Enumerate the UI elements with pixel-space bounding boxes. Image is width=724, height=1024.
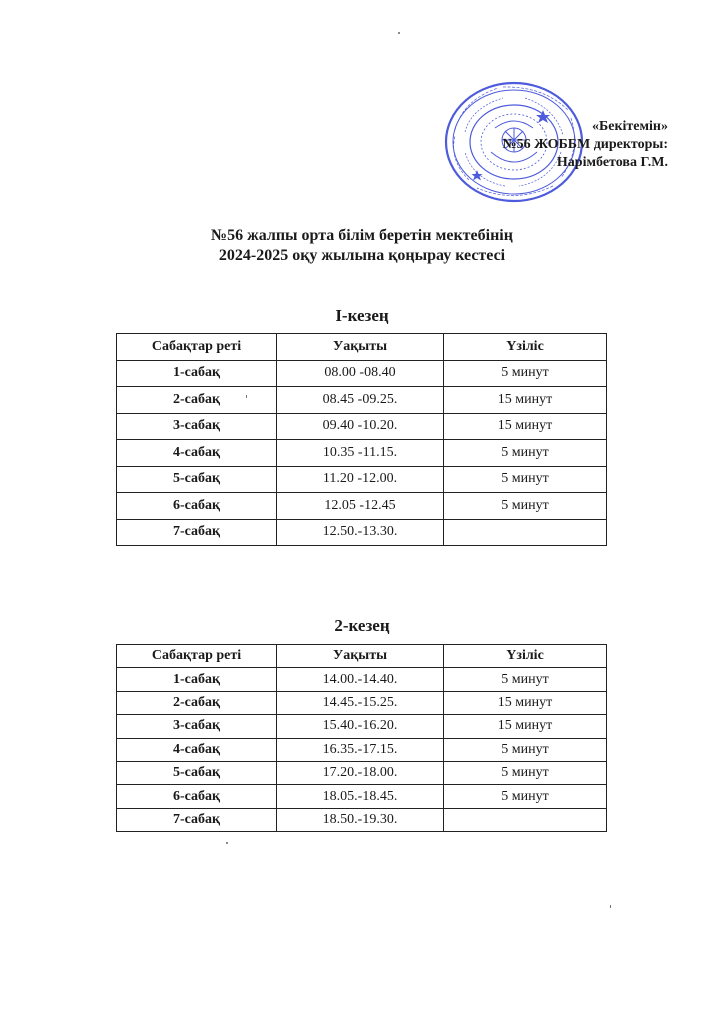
lesson-time: 16.35.-17.15. — [277, 738, 444, 761]
lesson-number: 4-сабақ — [117, 440, 277, 467]
column-header-time: Уақыты — [277, 645, 444, 668]
lesson-number: 7-сабақ — [117, 519, 277, 546]
table-row — [117, 761, 607, 784]
table-row — [117, 466, 607, 493]
lesson-time: 17.20.-18.00. — [277, 761, 444, 784]
break-duration: 5 минут — [444, 360, 607, 387]
lesson-time: 12.05 -12.45 — [277, 493, 444, 520]
lesson-time: 14.00.-14.40. — [277, 668, 444, 691]
lesson-number: 3-сабақ — [117, 715, 277, 738]
lesson-time: 15.40.-16.20. — [277, 715, 444, 738]
table-row — [117, 785, 607, 808]
lesson-number: 3-сабақ — [117, 413, 277, 440]
break-duration — [444, 808, 607, 831]
lesson-time: 18.05.-18.45. — [277, 785, 444, 808]
table-row — [117, 668, 607, 691]
lesson-number: 7-сабақ — [117, 808, 277, 831]
table-row — [117, 519, 607, 546]
column-header-break: Үзіліс — [444, 645, 607, 668]
break-duration: 15 минут — [444, 413, 607, 440]
lesson-time: 08.00 -08.40 — [277, 360, 444, 387]
lesson-number: 5-сабақ — [117, 761, 277, 784]
column-header-order: Сабақтар реті — [117, 645, 277, 668]
lesson-time: 18.50.-19.30. — [277, 808, 444, 831]
lesson-number: 4-сабақ — [117, 738, 277, 761]
approval-line-2: №56 ЖОББМ директоры: — [502, 137, 668, 152]
table-row — [117, 387, 607, 414]
lesson-time: 12.50.-13.30. — [277, 519, 444, 546]
break-duration: 15 минут — [444, 387, 607, 414]
approval-block — [503, 118, 668, 172]
break-duration: 5 минут — [444, 761, 607, 784]
lesson-number: 1-сабақ — [117, 360, 277, 387]
approval-line-1: «Бекітемін» — [591, 119, 668, 134]
lesson-number: 2-сабақ — [117, 691, 277, 714]
break-duration: 15 минут — [444, 715, 607, 738]
break-duration: 5 минут — [444, 785, 607, 808]
table-row — [117, 738, 607, 761]
lesson-time: 09.40 -10.20. — [277, 413, 444, 440]
break-duration: 5 минут — [444, 668, 607, 691]
table-row — [117, 808, 607, 831]
lesson-number: 2-сабақ — [117, 387, 277, 414]
lesson-number: 6-сабақ — [117, 785, 277, 808]
table-row — [117, 440, 607, 467]
break-duration: 5 минут — [444, 738, 607, 761]
period-1-table — [116, 333, 607, 546]
lesson-time: 14.45.-15.25. — [277, 691, 444, 714]
lesson-number: 6-сабақ — [117, 493, 277, 520]
lesson-time: 10.35 -11.15. — [277, 440, 444, 467]
column-header-time: Уақыты — [277, 334, 444, 361]
break-duration: 5 минут — [444, 440, 607, 467]
scan-speck — [398, 32, 400, 34]
lesson-time: 11.20 -12.00. — [277, 466, 444, 493]
break-duration: 15 минут — [444, 691, 607, 714]
scan-speck — [226, 842, 228, 844]
period-1-title: І-кезең — [335, 306, 389, 325]
table-row — [117, 715, 607, 738]
break-duration: 5 минут — [444, 466, 607, 493]
table-row — [117, 691, 607, 714]
title-line-1: №56 жалпы орта білім беретін мектебінің — [211, 227, 513, 244]
break-duration — [444, 519, 607, 546]
period-2-title: 2-кезең — [334, 616, 390, 635]
break-duration: 5 минут — [444, 493, 607, 520]
table-row — [117, 413, 607, 440]
document-title — [0, 226, 724, 266]
table-header-row — [117, 334, 607, 361]
scan-speck — [610, 905, 611, 908]
table-row — [117, 493, 607, 520]
scan-speck — [246, 395, 247, 398]
column-header-order: Сабақтар реті — [117, 334, 277, 361]
title-line-2: 2024-2025 оқу жылына қоңырау кестесі — [218, 247, 506, 264]
column-header-break: Үзіліс — [444, 334, 607, 361]
period-2-table — [116, 644, 607, 832]
lesson-time: 08.45 -09.25. — [277, 387, 444, 414]
table-header-row — [117, 645, 607, 668]
approval-line-3: Нарімбетова Г.М. — [556, 155, 668, 170]
lesson-number: 5-сабақ — [117, 466, 277, 493]
table-row — [117, 360, 607, 387]
lesson-number: 1-сабақ — [117, 668, 277, 691]
